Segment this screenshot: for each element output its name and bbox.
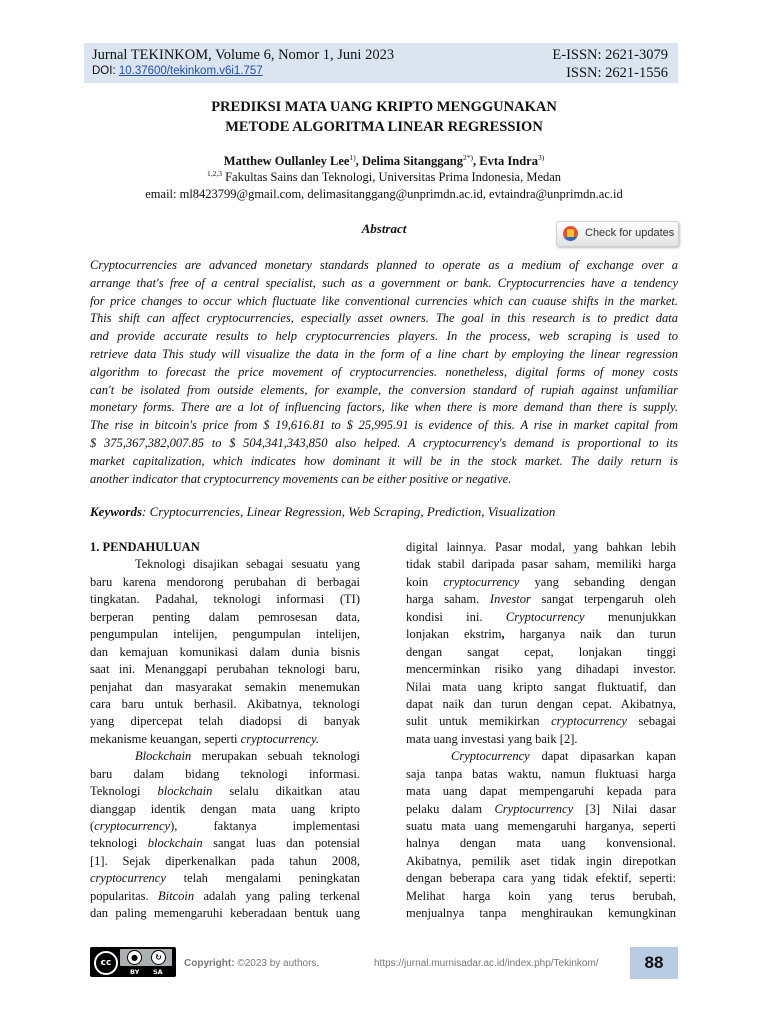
body-line: dapat naik dan turun dengan cepat. Akibatnya, bbox=[406, 696, 676, 711]
body-line bbox=[90, 818, 360, 835]
body-text: dapat dipasarkan kapan bbox=[529, 749, 676, 764]
body-italic: cryptocurrency bbox=[551, 714, 627, 729]
keywords-value: : Cryptocurrencies, Linear Regression, Web Scraping, Prediction, Visualization bbox=[142, 504, 556, 519]
body-line bbox=[90, 888, 360, 905]
keywords bbox=[90, 504, 555, 520]
body-line bbox=[406, 713, 676, 730]
body-italic: Investor bbox=[489, 592, 531, 607]
abstract-line: can't be isolated from outside elements, for example, the conversion standard of rupiah against unfamiliar bbox=[90, 382, 678, 397]
body-line: dianggap identik dengan mata uang kripto bbox=[90, 801, 360, 816]
cc-by-sa-license-badge[interactable] bbox=[90, 947, 176, 977]
abstract-heading: Abstract bbox=[361, 221, 407, 236]
body-line: pengumpulan intelijen, pengumpulan intelijen, bbox=[90, 627, 360, 642]
body-italic: Blockchain bbox=[135, 749, 192, 764]
body-line bbox=[90, 835, 360, 852]
body-text: sangat luas dan potensial bbox=[202, 836, 361, 851]
body-line: suatu mata uang memengaruhi harganya, seperti bbox=[406, 819, 676, 833]
body-text: harga saham. bbox=[406, 592, 490, 607]
body-text: harganya naik dan turun bbox=[504, 627, 676, 642]
body-text: ), faktanya implementasi bbox=[170, 819, 360, 833]
body-line bbox=[90, 783, 360, 800]
body-line: tingkatan. Padahal, teknologi informasi (TI) bbox=[90, 592, 360, 607]
body-column-right bbox=[406, 539, 676, 923]
abstract-line: The rise in bitcoin's price from $ 19,616.81 to $ 25,995.91 is evidence of this. A rise in market capital from bbox=[90, 418, 678, 433]
section-heading: 1. PENDAHULUAN bbox=[90, 540, 200, 554]
body-line: mata uang dapat mempengaruhi kepada para bbox=[406, 784, 676, 799]
body-italic: Cryptocurrency bbox=[505, 609, 585, 624]
abstract-line: $ 375,367,382,007.85 to $ 504,341,343,850 also helped. A cryptocurrency's demand is proportional to its bbox=[90, 435, 678, 450]
author-2-sup: 2*) bbox=[463, 153, 474, 162]
body-line: berperan penting dalam pemrosesan data, bbox=[90, 609, 360, 624]
abstract-line: market capitalization, which indicates how dominant it will be in the stock market. The daily return is bbox=[90, 453, 678, 468]
body-italic: cryptocurrency. bbox=[240, 731, 319, 746]
body-line: dengan beberapa cara yang tidak efektif, seperti: bbox=[406, 871, 676, 886]
body-text: teknologi bbox=[90, 836, 148, 851]
body-line: dan kemajuan komunikasi dalam dunia bisnis bbox=[90, 644, 360, 659]
abstract-line: arrange that's free of a central specialist, such as a government or bank. Cryptocurrencies have a tendency bbox=[90, 275, 678, 290]
body-line: mata uang investasi yang baik [2]. bbox=[406, 731, 578, 746]
copyright-label: Copyright: bbox=[184, 958, 238, 969]
body-italic: Bitcoin bbox=[158, 888, 195, 903]
page-number: 88 bbox=[630, 947, 678, 979]
paper-title-line-2: METODE ALGORITMA LINEAR REGRESSION bbox=[225, 119, 543, 135]
body-line: cara baru untuk berhasil. Akibatnya, teknologi bbox=[90, 696, 360, 711]
abstract-body bbox=[90, 257, 678, 488]
abstract-line: retrieve data This study will visualize the data in the form of a line chart by employing the linear regression bbox=[90, 346, 678, 361]
body-text: sulit untuk memikirkan bbox=[406, 714, 552, 729]
email-line: email: ml8423799@gmail.com, delimasitanggang@unprimdn.ac.id, evtaindra@unprimdn.ac.id bbox=[145, 187, 623, 201]
author-separator: , bbox=[473, 154, 480, 169]
eissn: E-ISSN: 2621-3079 bbox=[552, 47, 668, 63]
keywords-label: Keywords bbox=[90, 504, 142, 519]
body-italic: cryptocurrency bbox=[94, 819, 171, 833]
abstract-line: algorithm to forecast the price movement of cryptocurrencies. nonetheless, digital forms of money costs bbox=[90, 364, 678, 379]
paper-title-line-1: PREDIKSI MATA UANG KRIPTO MENGGUNAKAN bbox=[211, 99, 557, 115]
body-text: adalah yang paling terkenal bbox=[194, 888, 360, 903]
body-text: mekanisme keuangan, seperti bbox=[90, 731, 241, 746]
body-text: ( bbox=[90, 819, 95, 833]
bookmark-icon bbox=[563, 226, 578, 241]
affiliation bbox=[84, 169, 684, 185]
abstract-line: another indicator that cryptocurrency movements can be either positive or negative. bbox=[90, 471, 512, 486]
body-line bbox=[90, 748, 360, 765]
body-text: koin bbox=[406, 574, 444, 589]
body-text: merupakan sebuah teknologi bbox=[191, 749, 360, 764]
body-italic: blockchain bbox=[157, 784, 213, 799]
license-by-label: BY bbox=[130, 968, 140, 976]
body-line bbox=[406, 574, 676, 591]
author-1: Matthew Oullanley Lee bbox=[223, 154, 350, 169]
body-text: pelaku dalam bbox=[406, 801, 495, 816]
body-text: sebagai bbox=[626, 714, 676, 729]
check-for-updates-button[interactable] bbox=[556, 221, 679, 247]
author-list bbox=[84, 153, 684, 169]
body-text: Teknologi bbox=[90, 784, 158, 799]
body-line bbox=[90, 870, 360, 887]
body-text: yang sebanding dengan bbox=[519, 574, 676, 589]
body-line: Teknologi disajikan sebagai sesuatu yang bbox=[135, 557, 360, 572]
body-text: sangat terpengaruh oleh bbox=[530, 592, 676, 607]
issn: ISSN: 2621-1556 bbox=[566, 65, 668, 81]
body-line bbox=[406, 609, 676, 626]
body-column-left bbox=[90, 539, 360, 923]
journal-header bbox=[84, 43, 678, 83]
body-line: Akibatnya, pemilik aset tidak ingin direpotkan bbox=[406, 853, 676, 868]
doi-line bbox=[92, 65, 263, 77]
author-1-sup: 1) bbox=[349, 153, 356, 162]
journal-info: Jurnal TEKINKOM, Volume 6, Nomor 1, Juni 2023 bbox=[92, 47, 395, 63]
body-text: kondisi ini. bbox=[406, 609, 506, 624]
body-italic: cryptocurrency bbox=[90, 871, 166, 886]
body-line: saat ini. Menanggapi perubahan teknologi baru, bbox=[90, 662, 360, 677]
body-line: penjahat dan masyarakat semakin menemukan bbox=[90, 679, 360, 694]
body-line bbox=[406, 748, 676, 765]
body-text: popularitas. bbox=[90, 888, 159, 903]
body-line: [1]. Sejak diperkenalkan pada tahun 2008, bbox=[90, 853, 360, 868]
author-3-sup: 3) bbox=[537, 153, 545, 162]
copyright bbox=[184, 958, 319, 969]
body-italic: cryptocurrency bbox=[443, 574, 520, 589]
body-line: tidak stabil daripada pasar saham, memiliki harga bbox=[406, 557, 676, 572]
creative-commons-icon: cc bbox=[94, 951, 118, 975]
author-2: Delima Sitanggang bbox=[361, 154, 464, 169]
journal-url[interactable]: https://jurnal.murnisadar.ac.id/index.php/Tekinkom/ bbox=[374, 958, 599, 969]
page-footer bbox=[84, 945, 678, 980]
body-text: selalu dikaitkan atau bbox=[212, 784, 360, 799]
body-line: baru dalam bidang teknologi informasi. bbox=[90, 766, 360, 781]
body-italic: blockchain bbox=[147, 836, 203, 851]
author-separator: , bbox=[355, 154, 362, 169]
body-line bbox=[406, 801, 676, 818]
abstract-line: for price changes to occur which fluctuate like conventional currencies which can cuause shifts in the market. bbox=[90, 293, 678, 308]
body-text: menunjukkan bbox=[584, 609, 676, 624]
share-alike-icon: ↻ bbox=[151, 950, 166, 965]
body-line bbox=[90, 731, 360, 748]
copyright-text: ©2023 by authors. bbox=[237, 958, 320, 969]
attribution-icon: ● bbox=[127, 950, 142, 965]
body-line: dengan sangat cepat, lonjakan tinggi bbox=[406, 644, 676, 659]
body-line: digital lainnya. Pasar modal, yang bahkan lebih bbox=[406, 540, 676, 554]
body-line: dan paling memengaruhi keberadaan bentuk uang bbox=[90, 906, 360, 921]
body-line: baru karena mendorong perubahan di berbagai bbox=[90, 574, 360, 589]
license-sa-label: SA bbox=[153, 968, 163, 976]
body-line: Nilai mata uang kripto sangat fluktuatif, dan bbox=[406, 679, 676, 694]
body-line bbox=[406, 591, 676, 608]
body-text: [3] Nilai dasar bbox=[573, 801, 676, 816]
body-text: lonjakan ekstrim bbox=[406, 627, 502, 642]
body-line: halnya dengan mata uang konvensional. bbox=[406, 836, 676, 851]
abstract-line: and provide accurate results to help cryptocurrencies players. In the process, web scraping is used to bbox=[90, 329, 678, 344]
affiliation-sup: 1,2,3 bbox=[206, 169, 222, 178]
doi-label: DOI: bbox=[92, 65, 119, 77]
body-line: Melihat harga koin yang terus berubah, bbox=[406, 888, 676, 903]
body-bold: , bbox=[501, 627, 505, 642]
body-italic: Cryptocurrency bbox=[451, 749, 530, 764]
check-for-updates-label: Check for updates bbox=[585, 227, 675, 239]
abstract-line: monetary forms. There are a lot of influencing factors, like when there is more demand than there is supply. bbox=[90, 400, 678, 415]
doi-link[interactable]: 10.37600/tekinkom.v6i1.757 bbox=[118, 65, 263, 77]
body-line: yang dipercepat telah diadopsi di banyak bbox=[90, 714, 360, 729]
body-text: telah mengalami peningkatan bbox=[165, 871, 360, 886]
body-line bbox=[406, 626, 676, 643]
abstract-line: This shift can affect cryptocurrencies, especially asset owners. The goal in this research is to predict data bbox=[90, 311, 678, 326]
body-line: mencerminkan risiko yang dihadapi investor. bbox=[406, 662, 676, 677]
abstract-line: Cryptocurrencies are advanced monetary standards planned to operate as a medium of exchange over a bbox=[90, 258, 678, 272]
body-line: saja tanpa batas waktu, namun fluktuasi harga bbox=[406, 766, 676, 781]
affiliation-text: Fakultas Sains dan Teknologi, Universitas Prima Indonesia, Medan bbox=[221, 170, 562, 185]
body-italic: Cryptocurrency bbox=[494, 801, 574, 816]
author-3: Evta Indra bbox=[479, 154, 538, 169]
body-line: menjualnya tanpa menghiraukan kemungkinan bbox=[406, 906, 676, 921]
